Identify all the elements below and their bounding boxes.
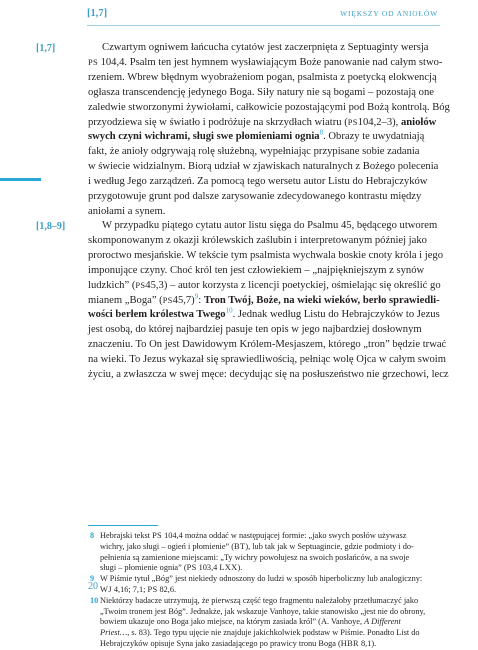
footnote-line — [100, 563, 440, 574]
footnote-ref-9[interactable]: 9 — [194, 292, 199, 300]
header-section-ref: [1,7] — [87, 8, 108, 19]
italic-title: A Different — [364, 617, 401, 627]
abbrev-ps: PS — [147, 584, 158, 594]
footnote-line — [100, 639, 440, 650]
footnote-line — [100, 585, 440, 596]
footnote-ref-10[interactable]: 10 — [225, 306, 233, 315]
abbrev-bt: BT — [234, 541, 246, 551]
footnote-10 — [88, 596, 440, 650]
footnote-number: 8 — [90, 531, 95, 540]
text-run: Hebrajczyków opisuje Syna jako zasiadającego po prawicy tronu Boga ( — [100, 638, 341, 648]
text-run: . Obrazy te uwydatniają — [323, 131, 425, 143]
margin-accent-bar — [0, 178, 41, 181]
text-run: 8,1). — [358, 638, 377, 648]
text-line: i według Jego zarządzeń. Za pomocą tego wersetu autor Listu do Hebrajczyków — [88, 176, 428, 188]
text-line: fakt, że anioły odgrywają rolę służebną, wypełniając przypisane sobie zadania — [88, 146, 420, 158]
footnote-line — [90, 574, 440, 585]
text-run: ), lub tak jak w Septuagincie, gdzie podmioty i do- — [245, 541, 414, 551]
section-ref-1-7: [1,7] — [36, 43, 56, 54]
text-run: Niektórzy badacze utrzymują, że pierwszą część tego fragmentu należałoby przetłumaczyć jako — [100, 595, 419, 605]
text-line: rzeniem. Wbrew błędnym wyobrażeniom pogan, psalmista z poetycką elokwencją — [88, 71, 437, 83]
text-line: skomponowanym z okazji królewskich zaślubin i interpretowanym później jako — [88, 234, 427, 246]
text-line — [88, 308, 438, 323]
text-run: W Piśmie tytuł „Bóg” jest niekiedy odnoszony do ludzi w sposób hiperboliczny lub analogiczny: — [100, 574, 423, 584]
abbrev-ps: PS — [135, 280, 146, 290]
text-run: 4,16; 7,1; — [111, 584, 148, 594]
text-line — [88, 116, 438, 131]
abbrev-lxx: LXX — [219, 563, 238, 573]
footnote-line: „Twoim tronem jest Bóg”. Jednakże, jak wskazuje Vanhoye, takie stanowisko „jest nie do obrony, — [100, 606, 426, 616]
text-run: Hebrajski tekst — [100, 531, 153, 540]
abbrev-ps: PS — [88, 57, 98, 67]
text-line: zaledwie stworzonymi żywiołami, całkowicie pozostającymi pod Bożą kontrolą. Bóg — [88, 101, 450, 113]
footnote-8 — [88, 531, 440, 574]
text-run: 82,6. — [157, 584, 177, 594]
abbrev-ps: PS — [162, 295, 173, 305]
footnote-number: 10 — [90, 595, 99, 605]
footnotes — [88, 531, 440, 650]
footnote-line — [100, 628, 440, 639]
text-run: 104,2–3), — [357, 116, 401, 128]
abbrev-ps: PS — [347, 117, 358, 127]
text-run: 104,4 można oddać w następującej formie: „jako swych posłów używasz — [162, 531, 407, 540]
bold-quote: wości berłem królestwa Twego — [88, 309, 226, 321]
bold-quote: swych czyni wichrami, sługi swe płomieniami ognia — [88, 131, 320, 143]
text-line — [88, 130, 438, 145]
text-run: 45,3) – autor korzysta z licencji poetyckiej, ośmielając się określić go — [145, 279, 441, 291]
text-line: ogłasza transcendencję jedynego Boga. Siły natury nie są bogami – pozostają one — [88, 86, 434, 98]
text-run: wichry, jako sługi – ogień i płomienie” ( — [100, 541, 235, 551]
section-ref-1-8-9: [1,8–9] — [36, 221, 66, 232]
text-run: mianem „Boga” ( — [88, 294, 163, 306]
text-line: przygotowuje grunt pod dalsze zarysowanie zdecydowanego kontrastu między — [88, 191, 422, 203]
text-line — [88, 56, 443, 71]
text-line: proroctwo mesjańskie. W tekście tym psalmista wychwala boskie cnoty króla i jego — [88, 249, 444, 261]
footnote-line: pełnienia są zamienione miejscami: „Ty wichry powołujesz na swoich posłańców, a na swoje — [100, 552, 410, 562]
footnote-line — [100, 617, 440, 628]
footnote-divider — [88, 525, 158, 526]
text-line: jest osobą, do której najbardziej pasuje ten opis w jego najbardziej dosłownym — [88, 324, 422, 336]
text-line: W przypadku piątego cytatu autor listu sięga do Psalmu 45, będącego utworem — [102, 220, 438, 231]
text-line: znaczeniu. To On jest Dawidowym Królem-Mesjaszem, którego „tron” będzie trwać — [88, 339, 447, 351]
abbrev-ps: PS — [186, 563, 197, 573]
text-run: , s. 83). Tego typu ujęcie nie znajduje jakichkolwiek podstaw w Piśmie. Ponadto List do — [127, 628, 420, 638]
italic-title: Priest… — [100, 628, 128, 638]
text-line: na wieki. To Jezus wykazał się sprawiedliwością, pełniąc wolę Ojca w całym swoim — [88, 354, 446, 366]
text-line: w świecie widzialnym. Biorą udział w zjawiskach naturalnych z Bożego polecenia — [88, 161, 439, 173]
footnote-line — [100, 542, 440, 553]
text-line: imponujące czyny. Choć król ten jest człowiekiem – „najpiękniejszym z synów — [88, 264, 425, 276]
abbrev-hbr: HBR — [340, 638, 359, 648]
footnote-ref-8[interactable]: 8 — [319, 128, 324, 137]
footnote-number: 9 — [90, 574, 95, 584]
text-run: : — [198, 294, 204, 306]
text-run: ). — [237, 563, 243, 573]
text-line — [88, 279, 441, 294]
abbrev-wj: WJ — [100, 584, 112, 594]
text-run: sługi – płomienie ognia” ( — [100, 563, 187, 573]
text-line: aniołami a synem. — [88, 205, 166, 217]
page-number: 20 — [88, 581, 98, 592]
footnote-line — [90, 531, 440, 542]
text-line — [88, 294, 438, 309]
abbrev-ps: PS — [152, 531, 162, 540]
text-run: . Jednak według Listu do Hebrajczyków to Jezus — [232, 309, 440, 321]
text-line: życiu, a zwłaszcza w swej męce: decydując się na posłuszeństwo nie grzechowi, lecz — [88, 369, 449, 381]
header-divider — [87, 25, 440, 26]
text-run: 45,7) — [172, 294, 195, 306]
text-run: 103,4 — [196, 563, 220, 573]
bold-quote: Tron Twój, Boże, na wieki wieków, berło sprawiedli- — [203, 294, 440, 306]
running-title: WIĘKSZY OD ANIOŁÓW — [340, 9, 438, 18]
footnote-9 — [88, 574, 440, 596]
paragraph-2 — [88, 219, 449, 383]
text-run: przyodziewa się w światło i podróżuje na skrzydłach wiatru ( — [88, 116, 348, 128]
text-run: ludzkich” ( — [88, 279, 136, 291]
text-line: Czwartym ogniwem łańcucha cytatów jest zaczerpnięta z Septuaginty wersja — [102, 42, 429, 53]
paragraph-1 — [88, 41, 450, 220]
bold-quote: aniołów — [400, 116, 437, 128]
footnote-line — [90, 595, 440, 607]
text-run: bowiem ukazuje ono Boga jako miejsce, na którym zasiada król” (A. Vanhoye, — [100, 617, 365, 627]
text-run: 104,4. Psalm ten jest hymnem wysławiającym Boże panowanie nad całym stwo- — [100, 56, 443, 68]
